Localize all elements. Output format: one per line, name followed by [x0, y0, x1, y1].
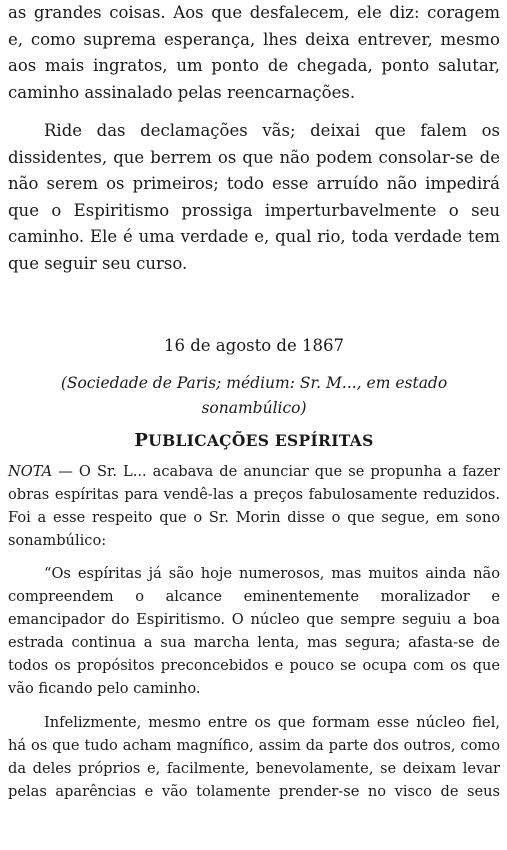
note-text: — O Sr. L... acabava de anunciar que se propunha a fazer obras espíritas para vendê-las a preços fabulosamente reduzidos. Foi a esse respeito que o Sr. Morin disse o que segue, em sono sonambúlico: — [8, 463, 500, 549]
heading-initial: P — [134, 430, 149, 451]
note-label: NOTA — [8, 463, 53, 480]
paragraph-unfortunately: Infelizmente, mesmo entre os que formam esse núcleo fiel, há os que tudo acham magnífico, assim da parte dos outros, como da deles próprios e, facilmente, benevolamente, se deixam levar pelas aparências e vão tolamente prender-se no visco de seus — [8, 714, 500, 800]
note-paragraph — [8, 460, 500, 552]
section-heading — [8, 430, 500, 452]
document-page — [8, 0, 500, 803]
paragraph-declamations: Ride das declamações vãs; deixai que falem os dissidentes, que berrem os que não podem consolar-se de não serem os primeiros; todo esse arruído não impedirá que o Espiritismo prossiga imperturbavelmente o seu caminho. Ele é uma verdade e, qual rio, toda verdade tem que seguir seu curso. — [8, 121, 500, 273]
paragraph-continuation: as grandes coisas. Aos que desfalecem, ele diz: coragem e, como suprema esperança, lhes deixa entrever, mesmo aos mais ingratos, um ponto de chegada, ponto salutar, caminho assinalado pelas reencarnações. — [8, 3, 500, 102]
session-subtitle: (Sociedade de Paris; médium: Sr. M..., em estado sonambúlico) — [60, 374, 448, 417]
date-line: 16 de agosto de 1867 — [164, 336, 344, 355]
paragraph-spiritists: “Os espíritas já são hoje numerosos, mas muitos ainda não compreendem o alcance eminentemente moralizador e emancipador do Espiritismo. O núcleo que sempre seguiu a boa estrada continua a sua marcha lenta, mas segura; afasta-se de todos os propósitos preconcebidos e pouco se ocupa com os que vão ficando pelo caminho. — [8, 565, 500, 697]
heading-rest: UBLICAÇÕES ESPÍRITAS — [148, 431, 374, 450]
